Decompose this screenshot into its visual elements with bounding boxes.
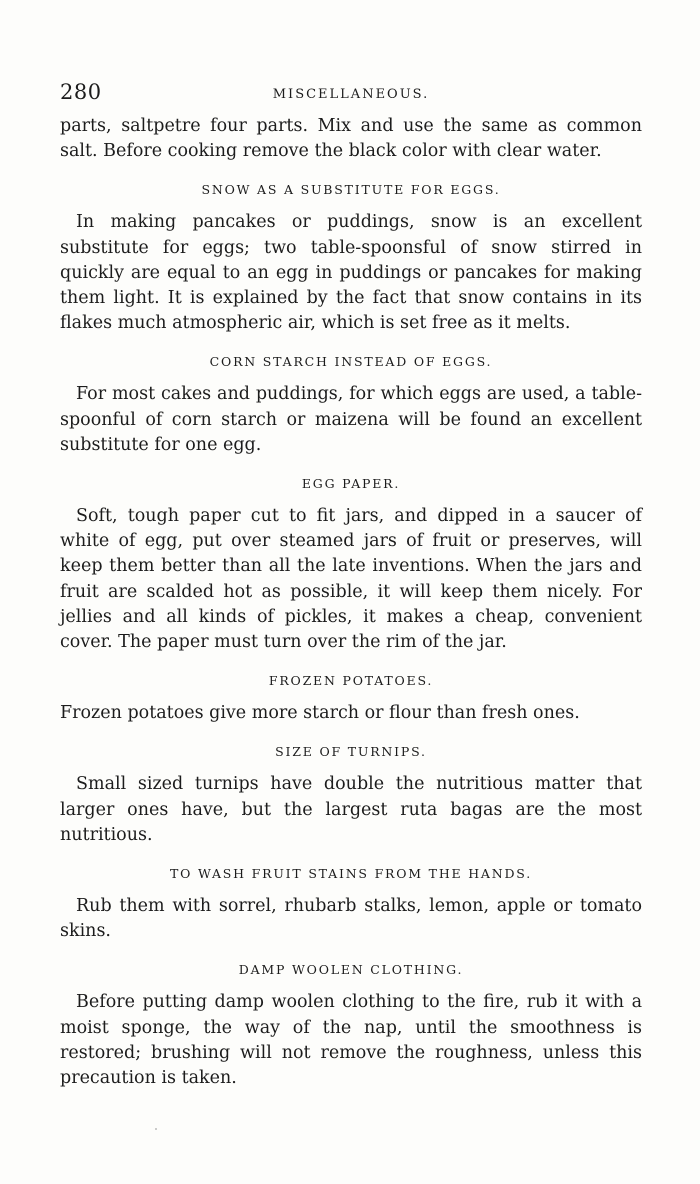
book-page bbox=[60, 80, 642, 1091]
section-text-snow: In making pancakes or puddings, snow is an excellent substitute for eggs; two table-spoonsful of snow stirred in quickly are equal to an egg in puddings or pancakes for making them light. It is explained by the fact that snow contains in its flakes much atmospheric air, which is set free as it melts. bbox=[60, 212, 642, 334]
paper-speck bbox=[155, 1128, 157, 1130]
running-title: MISCELLANEOUS. bbox=[272, 87, 430, 102]
section-text-fruit-stains: Rub them with sorrel, rhubarb stalks, lemon, apple or tomato skins. bbox=[60, 896, 642, 942]
page-number: 280 bbox=[60, 80, 102, 104]
section-text-woolen-clothing: Before putting damp woolen clothing to the fire, rub it with a moist sponge, the way of the nap, until the smoothness is restored; brushing will not remove the roughness, unless this precaution is taken. bbox=[60, 992, 642, 1089]
running-head bbox=[60, 80, 642, 114]
section-heading-fruit-stains: TO WASH FRUIT STAINS FROM THE HANDS. bbox=[170, 866, 532, 882]
section-heading-turnips: SIZE OF TURNIPS. bbox=[275, 744, 427, 760]
section-heading-corn-starch: CORN STARCH INSTEAD OF EGGS. bbox=[209, 354, 493, 370]
continued-paragraph: parts, saltpetre four parts. Mix and use the same as common salt. Before cooking remove the black color with clear water. bbox=[60, 116, 642, 162]
section-heading-woolen-clothing: DAMP WOOLEN CLOTHING. bbox=[238, 962, 464, 978]
section-text-corn-starch: For most cakes and puddings, for which eggs are used, a table-spoonful of corn starch or maizena will be found an excellent substitute for one egg. bbox=[60, 384, 642, 455]
section-heading-snow: SNOW AS A SUBSTITUTE FOR EGGS. bbox=[201, 182, 501, 198]
section-heading-frozen-potatoes: FROZEN POTATOES. bbox=[268, 673, 434, 689]
section-heading-egg-paper: EGG PAPER. bbox=[301, 476, 401, 492]
section-text-frozen-potatoes: Frozen potatoes give more starch or flour than fresh ones. bbox=[60, 703, 580, 724]
section-text-turnips: Small sized turnips have double the nutritious matter that larger ones have, but the largest ruta bagas are the most nutritious. bbox=[60, 774, 642, 845]
section-text-egg-paper: Soft, tough paper cut to fit jars, and dipped in a saucer of white of egg, put over steamed jars of fruit or preserves, will keep them better than all the late inventions. When the jars and fruit are scalded hot as possible, it will keep them nicely. For jellies and all kinds of pickles, it makes a cheap, convenient cover. The paper must turn over the rim of the jar. bbox=[60, 506, 642, 653]
